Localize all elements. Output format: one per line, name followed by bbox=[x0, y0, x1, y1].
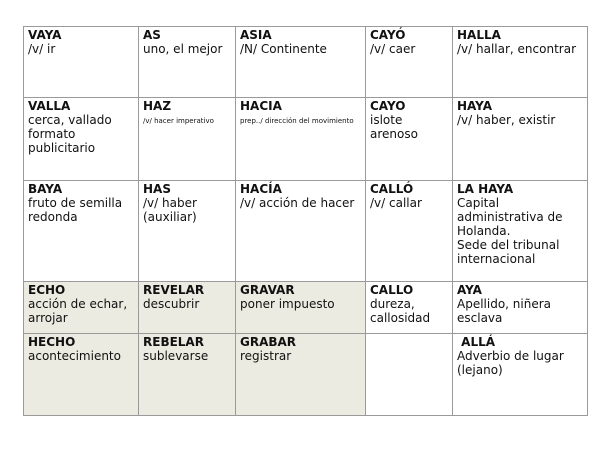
cell-definition: Adverbio de lugar (lejano) bbox=[457, 349, 564, 377]
cell-word: REVELAR bbox=[143, 283, 205, 297]
cell-word: LA HAYA bbox=[457, 182, 514, 196]
cell-grabar bbox=[236, 334, 366, 416]
cell-word: HECHO bbox=[28, 335, 76, 349]
cell-callo bbox=[366, 282, 453, 334]
cell-definition: prep../ dirección del movimiento bbox=[240, 117, 354, 125]
cell-has bbox=[139, 181, 236, 282]
cell-gravar bbox=[236, 282, 366, 334]
cell-definition: Apellido, niñera esclava bbox=[457, 297, 552, 325]
cell-baya bbox=[24, 181, 139, 282]
homophones-table bbox=[23, 26, 588, 416]
table-row bbox=[24, 181, 588, 282]
cell-definition: dureza, callosidad bbox=[370, 297, 431, 325]
cell-definition: /v/ hacer imperativo bbox=[143, 117, 214, 125]
cell-definition: /v/ acción de hacer bbox=[240, 196, 355, 210]
cell-hecho bbox=[24, 334, 139, 416]
cell-definition: acción de echar, arrojar bbox=[28, 297, 128, 325]
cell-word: AS bbox=[143, 28, 161, 42]
cell-word: CAYO bbox=[370, 99, 406, 113]
cell-definition: /v/ callar bbox=[370, 196, 422, 210]
table-row bbox=[24, 98, 588, 181]
cell-definition: cerca, vallado formato publicitario bbox=[28, 113, 112, 155]
cell-vaya bbox=[24, 27, 139, 98]
cell-word: HAYA bbox=[457, 99, 493, 113]
table-row bbox=[24, 334, 588, 416]
cell-echo bbox=[24, 282, 139, 334]
cell-rebelar bbox=[139, 334, 236, 416]
cell-word: CAYÓ bbox=[370, 28, 406, 42]
cell-alla bbox=[453, 334, 588, 416]
cell-definition: uno, el mejor bbox=[143, 42, 223, 56]
cell-word: ECHO bbox=[28, 283, 66, 297]
cell-word: VAYA bbox=[28, 28, 62, 42]
cell-word: CALLO bbox=[370, 283, 414, 297]
cell-definition: registrar bbox=[240, 349, 292, 363]
cell-definition: Capital administrativa de Holanda. Sede del tribunal internacional bbox=[457, 196, 563, 266]
cell-revelar bbox=[139, 282, 236, 334]
cell-aya bbox=[453, 282, 588, 334]
cell-word: HAZ bbox=[143, 99, 172, 113]
cell-definition: /v/ caer bbox=[370, 42, 416, 56]
cell-la-haya bbox=[453, 181, 588, 282]
cell-definition: /v/ haber (auxiliar) bbox=[143, 196, 197, 224]
cell-word: GRABAR bbox=[240, 335, 297, 349]
cell-definition: fruto de semilla redonda bbox=[28, 196, 123, 224]
cell-hacia-accent bbox=[236, 181, 366, 282]
cell-definition: poner impuesto bbox=[240, 297, 335, 311]
cell-definition: /v/ ir bbox=[28, 42, 56, 56]
cell-word: ALLÁ bbox=[457, 335, 496, 349]
cell-word: VALLA bbox=[28, 99, 71, 113]
table-row bbox=[24, 27, 588, 98]
table-row bbox=[24, 282, 588, 334]
cell-definition: acontecimiento bbox=[28, 349, 121, 363]
cell-empty bbox=[366, 334, 453, 416]
cell-definition: /v/ hallar, encontrar bbox=[457, 42, 577, 56]
cell-definition: islote arenoso bbox=[370, 113, 418, 141]
cell-haya bbox=[453, 98, 588, 181]
cell-word: CALLÓ bbox=[370, 182, 414, 196]
cell-definition: sublevarse bbox=[143, 349, 209, 363]
cell-as bbox=[139, 27, 236, 98]
cell-word: ASIA bbox=[240, 28, 272, 42]
cell-word: GRAVAR bbox=[240, 283, 295, 297]
cell-definition: descubrir bbox=[143, 297, 200, 311]
cell-valla bbox=[24, 98, 139, 181]
cell-halla bbox=[453, 27, 588, 98]
cell-haz bbox=[139, 98, 236, 181]
cell-callo-accent bbox=[366, 181, 453, 282]
cell-word: HAS bbox=[143, 182, 171, 196]
cell-word: HACIA bbox=[240, 99, 282, 113]
cell-hacia bbox=[236, 98, 366, 181]
cell-cayo bbox=[366, 98, 453, 181]
cell-word: REBELAR bbox=[143, 335, 204, 349]
cell-definition: /v/ haber, existir bbox=[457, 113, 556, 127]
cell-word: BAYA bbox=[28, 182, 63, 196]
cell-asia bbox=[236, 27, 366, 98]
cell-word: HALLA bbox=[457, 28, 501, 42]
cell-word: HACÍA bbox=[240, 182, 282, 196]
cell-cayo-accent bbox=[366, 27, 453, 98]
cell-word: AYA bbox=[457, 283, 482, 297]
cell-definition: /N/ Continente bbox=[240, 42, 327, 56]
